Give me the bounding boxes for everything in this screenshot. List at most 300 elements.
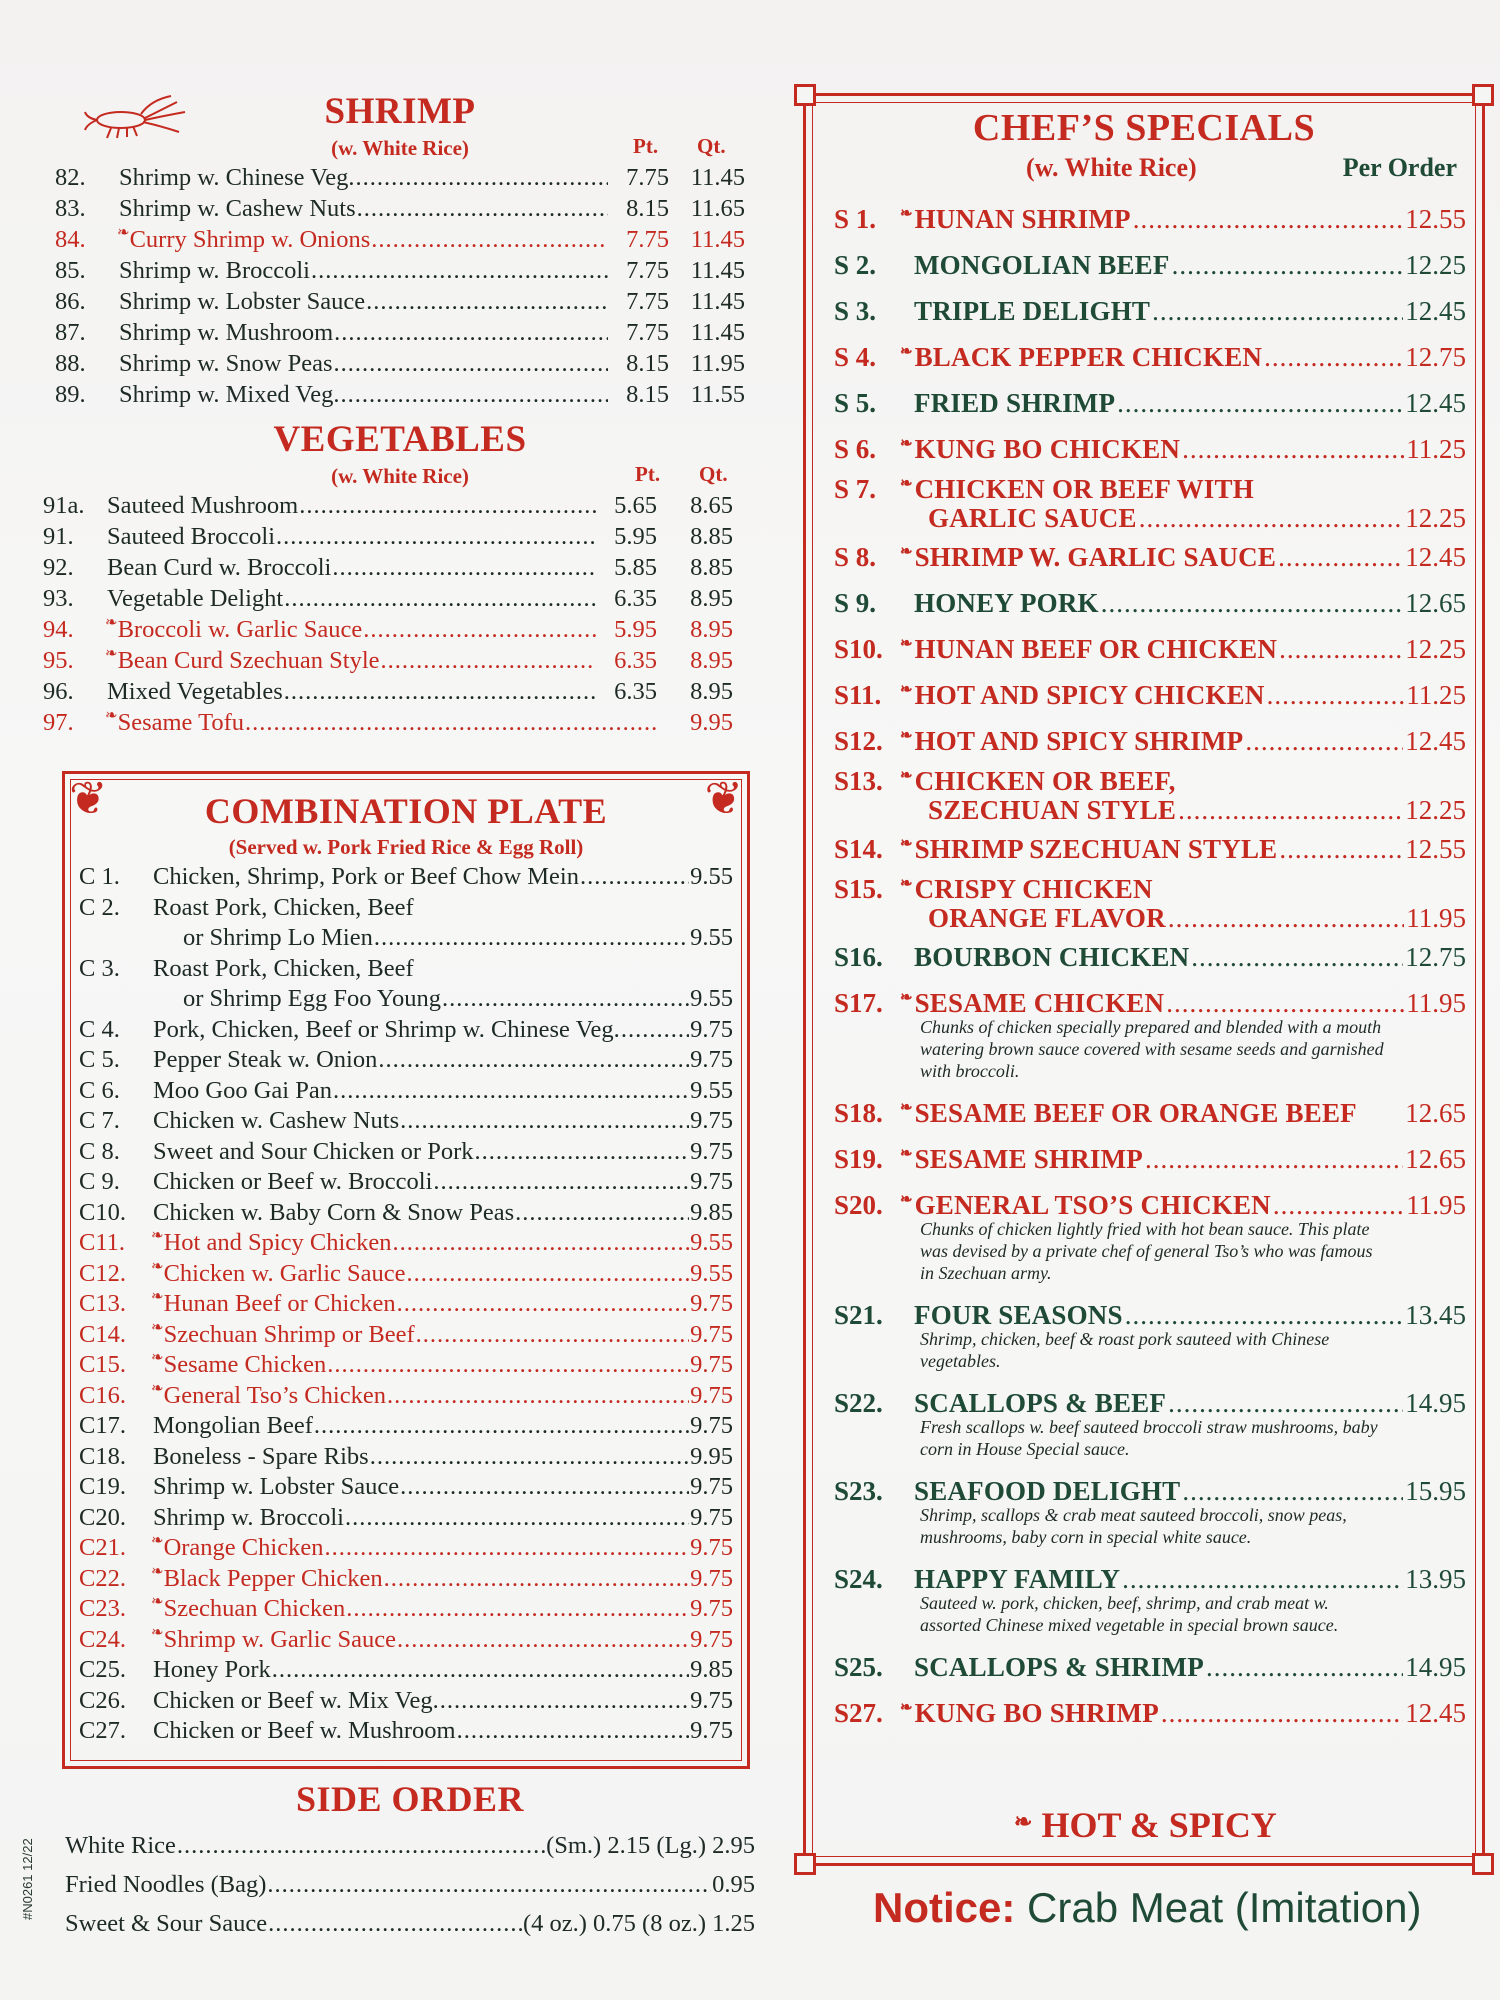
hot-spicy-label: HOT & SPICY	[1041, 1805, 1277, 1845]
dot-leader	[387, 1381, 689, 1412]
quart-price: 11.45	[690, 257, 745, 284]
dot-leader	[1172, 242, 1404, 288]
item-name: Broccoli w. Garlic Sauce	[117, 616, 363, 643]
hot-spicy-legend	[1016, 1804, 1277, 1846]
item-price: 9.55	[690, 1076, 733, 1104]
pint-price: 7.75	[626, 319, 669, 346]
dot-leader	[345, 1503, 689, 1534]
item-number: 85.	[55, 257, 86, 284]
item-price: 14.95	[1405, 1388, 1466, 1418]
item-price: 9.75	[690, 1351, 733, 1378]
print-code: #N0261 12/22	[20, 1838, 35, 1920]
item-name: SESAME CHICKEN	[914, 988, 1165, 1018]
combination-item	[79, 1533, 733, 1564]
item-number: 88.	[55, 350, 86, 377]
ornament-icon: ❦	[69, 773, 108, 824]
combination-item	[79, 1106, 733, 1137]
combination-item	[79, 1198, 733, 1229]
dot-leader	[1133, 196, 1404, 242]
qt-header: Qt.	[697, 134, 726, 158]
item-name: SCALLOPS & BEEF	[914, 1388, 1167, 1418]
item-number: S24.	[834, 1564, 883, 1594]
item-name: CHICKEN OR BEEF,	[914, 766, 1176, 796]
quart-price: 8.95	[690, 647, 733, 674]
dot-leader	[1191, 934, 1403, 980]
notice-label: Notice:	[873, 1884, 1016, 1931]
item-price: 12.65	[1405, 1144, 1466, 1174]
item-name: Honey Pork	[153, 1656, 271, 1683]
pint-price: 6.35	[614, 647, 657, 674]
item-price: 12.45	[1405, 1698, 1466, 1728]
dot-leader	[284, 583, 596, 614]
item-name: Szechuan Chicken	[163, 1595, 346, 1622]
shrimp-list	[55, 162, 745, 410]
item-price: 11.25	[1406, 434, 1466, 464]
item-price: 15.95	[1405, 1476, 1466, 1506]
item-number: C26.	[79, 1686, 126, 1714]
item-name: KUNG BO SHRIMP	[914, 1698, 1159, 1728]
chili-pepper-icon: ❧	[151, 1228, 164, 1244]
item-number: 95.	[43, 647, 74, 674]
item-price: 9.55	[690, 924, 733, 951]
menu-item	[55, 348, 745, 379]
combination-item	[79, 954, 733, 985]
item-price: 12.45	[1405, 726, 1466, 756]
item-name: Shrimp w. Garlic Sauce	[163, 1625, 397, 1653]
chefs-specials-list	[834, 196, 1466, 1736]
item-name: Shrimp w. Lobster Sauce	[119, 288, 366, 315]
chili-pepper-icon: ❧	[151, 1319, 164, 1336]
side-order-item	[65, 1865, 755, 1904]
item-name: Chicken w. Baby Corn & Snow Peas	[153, 1198, 515, 1226]
dot-leader	[314, 1411, 689, 1442]
qt-header: Qt.	[699, 462, 728, 486]
combination-item-continued	[79, 923, 733, 954]
combination-item	[79, 1472, 733, 1503]
special-item	[834, 872, 1466, 902]
item-name: Chicken w. Cashew Nuts	[153, 1107, 400, 1134]
item-name: Pork, Chicken, Beef or Shrimp w. Chinese Veg.	[153, 1015, 620, 1043]
pint-price: 6.35	[614, 585, 657, 612]
dot-leader	[433, 1167, 689, 1198]
quart-price: 8.95	[690, 616, 733, 643]
pint-price: 5.95	[614, 523, 657, 550]
item-name: Orange Chicken	[163, 1534, 324, 1561]
combination-item	[79, 1716, 733, 1747]
item-number: C 4.	[79, 1015, 120, 1043]
pint-price: 5.95	[614, 616, 657, 643]
item-price: 12.45	[1405, 388, 1466, 418]
pint-price: 8.15	[626, 350, 669, 377]
item-name: Bean Curd Szechuan Style	[117, 647, 380, 674]
item-price: 9.55	[690, 863, 733, 890]
special-item-continued	[834, 902, 1466, 934]
chili-pepper-icon: ❧	[900, 436, 913, 452]
special-item	[834, 672, 1466, 718]
item-number: C18.	[79, 1442, 126, 1470]
item-name-line2: SZECHUAN STYLE	[928, 795, 1177, 825]
notice-text: Crab Meat (Imitation)	[1027, 1884, 1422, 1931]
pint-price: 8.15	[626, 195, 669, 222]
item-name: SEAFOOD DELIGHT	[914, 1476, 1181, 1506]
pint-price: 7.75	[626, 164, 669, 191]
item-number: 87.	[55, 319, 86, 346]
menu-item	[55, 193, 745, 224]
dot-leader	[346, 1594, 689, 1625]
item-number: S25.	[834, 1652, 883, 1682]
chili-pepper-icon: ❧	[151, 1563, 164, 1580]
menu-item	[43, 676, 733, 707]
item-number: S 5.	[834, 388, 877, 418]
dot-leader	[327, 1350, 689, 1381]
item-number: S10.	[834, 634, 883, 664]
item-number: S 9.	[834, 588, 877, 618]
special-item	[834, 1644, 1466, 1690]
menu-item	[43, 583, 733, 614]
combination-subtitle: (Served w. Pork Fried Rice & Egg Roll)	[228, 835, 584, 859]
menu-item	[55, 224, 745, 255]
special-item	[834, 980, 1466, 1020]
item-price: 9.75	[690, 1686, 733, 1714]
menu-item	[55, 286, 745, 317]
combination-item	[79, 1564, 733, 1595]
chili-pepper-icon: ❧	[151, 1533, 164, 1549]
item-price: 9.75	[690, 1107, 733, 1134]
dot-leader	[268, 1904, 522, 1943]
chili-pepper-icon: ❧	[1014, 1809, 1033, 1834]
dot-leader	[1161, 1690, 1403, 1736]
item-name: CHICKEN OR BEEF WITH	[914, 474, 1254, 504]
item-price: 11.95	[1406, 1190, 1466, 1220]
special-item	[834, 1090, 1466, 1136]
combination-item	[79, 1411, 733, 1442]
item-name: Shrimp w. Mushroom	[119, 319, 334, 346]
dot-leader	[324, 1533, 689, 1564]
quart-price: 11.65	[690, 195, 745, 222]
chili-pepper-icon: ❧	[151, 1289, 164, 1305]
item-name: SESAME BEEF OR ORANGE BEEF	[914, 1098, 1357, 1128]
item-price: 13.95	[1405, 1564, 1466, 1594]
combination-item	[79, 1381, 733, 1412]
item-number: C22.	[79, 1564, 126, 1592]
item-number: 86.	[55, 288, 86, 315]
item-name: Curry Shrimp w. Onions	[129, 226, 371, 253]
item-name: GENERAL TSO’S CHICKEN	[914, 1190, 1271, 1220]
item-name: SESAME SHRIMP	[914, 1144, 1143, 1174]
menu-item	[55, 379, 745, 410]
left-column	[43, 90, 755, 738]
dot-leader	[1206, 1644, 1403, 1690]
special-item	[834, 242, 1466, 288]
item-price: 9.75	[690, 1015, 733, 1043]
item-number: S 4.	[834, 342, 877, 372]
special-item	[834, 534, 1466, 580]
item-number: C19.	[79, 1473, 126, 1500]
item-name: HOT AND SPICY SHRIMP	[914, 726, 1244, 756]
dot-leader	[1152, 288, 1403, 334]
item-name: Sesame Tofu	[117, 709, 245, 736]
dot-leader	[1245, 718, 1403, 764]
item-price: 9.55	[690, 1229, 733, 1256]
dot-leader	[374, 923, 689, 954]
item-number: 83.	[55, 195, 86, 222]
item-number: S22.	[834, 1388, 883, 1418]
item-price: (4 oz.) 0.75 (8 oz.) 1.25	[522, 1910, 755, 1937]
item-name: Sauteed Mushroom	[107, 492, 299, 519]
item-number: S15.	[834, 874, 883, 904]
corner-ornament	[794, 1853, 816, 1875]
pt-header: Pt.	[635, 462, 661, 486]
item-price: 12.55	[1405, 834, 1466, 864]
combination-title: COMBINATION PLATE	[204, 791, 608, 831]
chili-pepper-icon: ❧	[105, 615, 118, 631]
item-name: Boneless - Spare Ribs	[153, 1442, 369, 1470]
quart-price: 11.45	[690, 319, 745, 346]
chili-pepper-icon: ❧	[151, 1350, 164, 1366]
side-order-list	[65, 1826, 755, 1943]
dot-leader	[416, 1320, 689, 1351]
item-number: S27.	[834, 1698, 883, 1728]
item-name-line2: or Shrimp Egg Foo Young	[183, 985, 441, 1012]
item-price: 12.25	[1405, 634, 1466, 664]
dot-leader	[515, 1198, 689, 1229]
item-number: 91.	[43, 523, 74, 550]
dot-leader	[267, 1865, 711, 1904]
item-description: Sauteed w. pork, chicken, beef, shrimp, and crab meat w. assorted Chinese mixed vegetable in special brown sauce.	[920, 1593, 1339, 1635]
side-order-title: SIDE ORDER	[295, 1779, 525, 1819]
item-number: 92.	[43, 554, 74, 581]
item-number: C13.	[79, 1290, 126, 1317]
item-price: 12.45	[1405, 542, 1466, 572]
dot-leader	[393, 1228, 690, 1259]
special-item	[834, 626, 1466, 672]
combination-item	[79, 1167, 733, 1198]
item-number: C 6.	[79, 1076, 120, 1104]
pint-price: 8.15	[626, 381, 669, 408]
pint-price: 7.75	[626, 257, 669, 284]
item-name: BOURBON CHICKEN	[914, 942, 1190, 972]
item-name: Chicken, Shrimp, Pork or Beef Chow Mein	[153, 863, 579, 890]
quart-price: 8.95	[690, 585, 733, 612]
item-number: C15.	[79, 1351, 126, 1378]
dot-leader	[400, 1106, 689, 1137]
item-name: HAPPY FAMILY	[914, 1564, 1121, 1594]
special-item	[834, 826, 1466, 872]
combination-item	[79, 1259, 733, 1290]
special-item	[834, 580, 1466, 626]
item-number: C14.	[79, 1320, 126, 1348]
combination-list	[79, 862, 733, 1747]
item-name: Chicken w. Garlic Sauce	[163, 1259, 406, 1287]
item-name: Chicken or Beef w. Mushroom	[153, 1717, 456, 1744]
item-number: 84.	[55, 226, 86, 253]
item-number: C 8.	[79, 1137, 120, 1165]
dot-leader	[333, 1076, 689, 1107]
corner-ornament	[1472, 84, 1494, 106]
dot-leader	[1168, 902, 1404, 934]
item-number: C 1.	[79, 863, 120, 890]
pint-price: 5.85	[614, 554, 657, 581]
item-price: 12.75	[1405, 342, 1466, 372]
item-number: C17.	[79, 1412, 126, 1439]
dot-leader	[299, 490, 596, 521]
item-name: SHRIMP W. GARLIC SAUCE	[914, 542, 1277, 572]
dot-leader	[276, 521, 596, 552]
item-name: Black Pepper Chicken	[163, 1564, 383, 1592]
dot-leader	[334, 317, 608, 348]
combination-item	[79, 1686, 733, 1717]
combination-content	[79, 788, 733, 1747]
side-order-item	[65, 1904, 755, 1943]
dot-leader	[1278, 534, 1403, 580]
item-name: TRIPLE DELIGHT	[914, 296, 1151, 326]
combination-item	[79, 1503, 733, 1534]
item-price: 12.45	[1405, 296, 1466, 326]
vegetables-title: VEGETABLES	[273, 419, 527, 460]
item-number: S17.	[834, 988, 883, 1018]
special-item	[834, 196, 1466, 242]
item-name: Roast Pork, Chicken, Beef	[153, 893, 414, 921]
quart-price: 11.45	[690, 164, 745, 191]
item-name: Mongolian Beef	[153, 1412, 313, 1439]
item-number: S 2.	[834, 250, 877, 280]
dot-leader	[1139, 502, 1404, 534]
chili-pepper-icon: ❧	[151, 1258, 164, 1275]
item-price: (Sm.) 2.15 (Lg.) 2.95	[546, 1832, 755, 1859]
item-name: SCALLOPS & SHRIMP	[914, 1652, 1204, 1682]
item-price: 9.75	[690, 1412, 733, 1439]
item-price: 9.75	[690, 1625, 733, 1653]
dot-leader	[1101, 580, 1403, 626]
item-number: C20.	[79, 1503, 126, 1531]
chili-pepper-icon: ❧	[900, 990, 913, 1006]
chili-pepper-icon: ❧	[105, 646, 118, 662]
vegetables-list	[43, 490, 733, 738]
item-name: Pepper Steak w. Onion	[153, 1046, 378, 1073]
item-name: Shrimp w. Cashew Nuts	[119, 195, 356, 222]
pint-price: 7.75	[626, 226, 669, 253]
menu-item	[43, 490, 733, 521]
item-price: 9.75	[690, 1473, 733, 1500]
item-name: White Rice	[65, 1832, 176, 1859]
special-item	[834, 288, 1466, 334]
special-item	[834, 1136, 1466, 1182]
menu-item	[55, 317, 745, 348]
quart-price: 11.55	[690, 381, 745, 408]
item-description: Fresh scallops w. beef sauteed broccoli straw mushrooms, baby corn in House Special sauce.	[920, 1417, 1378, 1459]
item-name: HUNAN SHRIMP	[914, 204, 1131, 234]
combination-item	[79, 1320, 733, 1351]
item-name: Chicken or Beef w. Broccoli	[153, 1168, 433, 1195]
item-number: S 8.	[834, 542, 877, 572]
special-item	[834, 472, 1466, 502]
special-item	[834, 934, 1466, 980]
dot-leader	[177, 1826, 545, 1865]
item-price: 9.85	[690, 1198, 733, 1226]
dot-leader	[272, 1655, 689, 1686]
item-name: Sesame Chicken	[163, 1351, 327, 1378]
item-number: 93.	[43, 585, 74, 612]
shrimp-title: SHRIMP	[324, 91, 476, 132]
item-number: C 9.	[79, 1168, 120, 1195]
item-name-line2: GARLIC SAUCE	[928, 503, 1137, 533]
chili-pepper-icon: ❧	[900, 876, 913, 892]
shrimp-column-headers	[55, 132, 755, 162]
item-name: Shrimp w. Lobster Sauce	[153, 1473, 400, 1500]
item-price: 9.75	[690, 1595, 733, 1622]
side-order-section	[65, 1778, 755, 1943]
item-name: Bean Curd w. Broccoli	[107, 554, 332, 581]
chili-pepper-icon: ❧	[900, 636, 913, 652]
special-item	[834, 1468, 1466, 1508]
combination-item	[79, 893, 733, 924]
chili-pepper-icon: ❧	[900, 476, 913, 492]
item-number: C24.	[79, 1625, 126, 1653]
item-number: S16.	[834, 942, 883, 972]
chili-pepper-icon: ❧	[151, 1380, 164, 1397]
item-name: Vegetable Delight	[107, 585, 284, 612]
chili-pepper-icon: ❧	[900, 206, 913, 222]
quart-price: 8.65	[690, 492, 733, 519]
chefs-specials-subtitle: (w. White Rice)	[1026, 153, 1197, 182]
item-price: 9.75	[690, 1137, 733, 1165]
item-price: 9.75	[690, 1564, 733, 1592]
dot-leader	[1267, 672, 1405, 718]
special-item-continued	[834, 794, 1466, 826]
item-name: Shrimp w. Broccoli	[119, 257, 310, 284]
item-price: 14.95	[1405, 1652, 1466, 1682]
quart-price: 11.45	[690, 226, 745, 253]
item-number: C 2.	[79, 893, 120, 921]
chili-pepper-icon: ❧	[151, 1624, 164, 1641]
dot-leader	[1279, 826, 1403, 872]
item-price: 9.75	[690, 1381, 733, 1409]
dot-leader	[363, 614, 596, 645]
item-price: 0.95	[712, 1871, 755, 1898]
notice	[873, 1884, 1421, 1932]
item-number: C23.	[79, 1595, 126, 1622]
item-price: 9.75	[690, 1534, 733, 1561]
per-order-label: Per Order	[1342, 153, 1457, 182]
dot-leader	[580, 862, 689, 893]
pint-price: 7.75	[626, 288, 669, 315]
chili-pepper-icon: ❧	[900, 1100, 913, 1116]
menu-item	[43, 521, 733, 552]
item-price: 11.95	[1406, 988, 1466, 1018]
item-number: C16.	[79, 1381, 126, 1409]
item-price: 9.75	[690, 1290, 733, 1317]
chili-pepper-icon: ❧	[900, 1192, 913, 1208]
item-name: CRISPY CHICKEN	[914, 874, 1153, 904]
chili-pepper-icon: ❧	[900, 1700, 913, 1716]
item-number: 91a.	[43, 492, 85, 519]
dot-leader	[1182, 426, 1404, 472]
item-price: 12.75	[1405, 942, 1466, 972]
item-price: 9.75	[690, 1046, 733, 1073]
item-name: Sweet & Sour Sauce	[65, 1910, 268, 1937]
chili-pepper-icon: ❧	[900, 344, 913, 360]
special-item	[834, 334, 1466, 380]
chili-pepper-icon: ❧	[900, 682, 913, 698]
item-description: Shrimp, scallops & crab meat sauteed broccoli, snow peas, mushrooms, baby corn in special white sauce.	[920, 1505, 1347, 1547]
item-number: 89.	[55, 381, 86, 408]
chefs-specials-title: CHEF’S SPECIALS	[972, 107, 1316, 149]
menu-item	[55, 162, 745, 193]
item-number: S18.	[834, 1098, 883, 1128]
item-name: Roast Pork, Chicken, Beef	[153, 954, 414, 982]
dot-leader	[397, 1289, 690, 1320]
dot-leader	[384, 1564, 689, 1595]
